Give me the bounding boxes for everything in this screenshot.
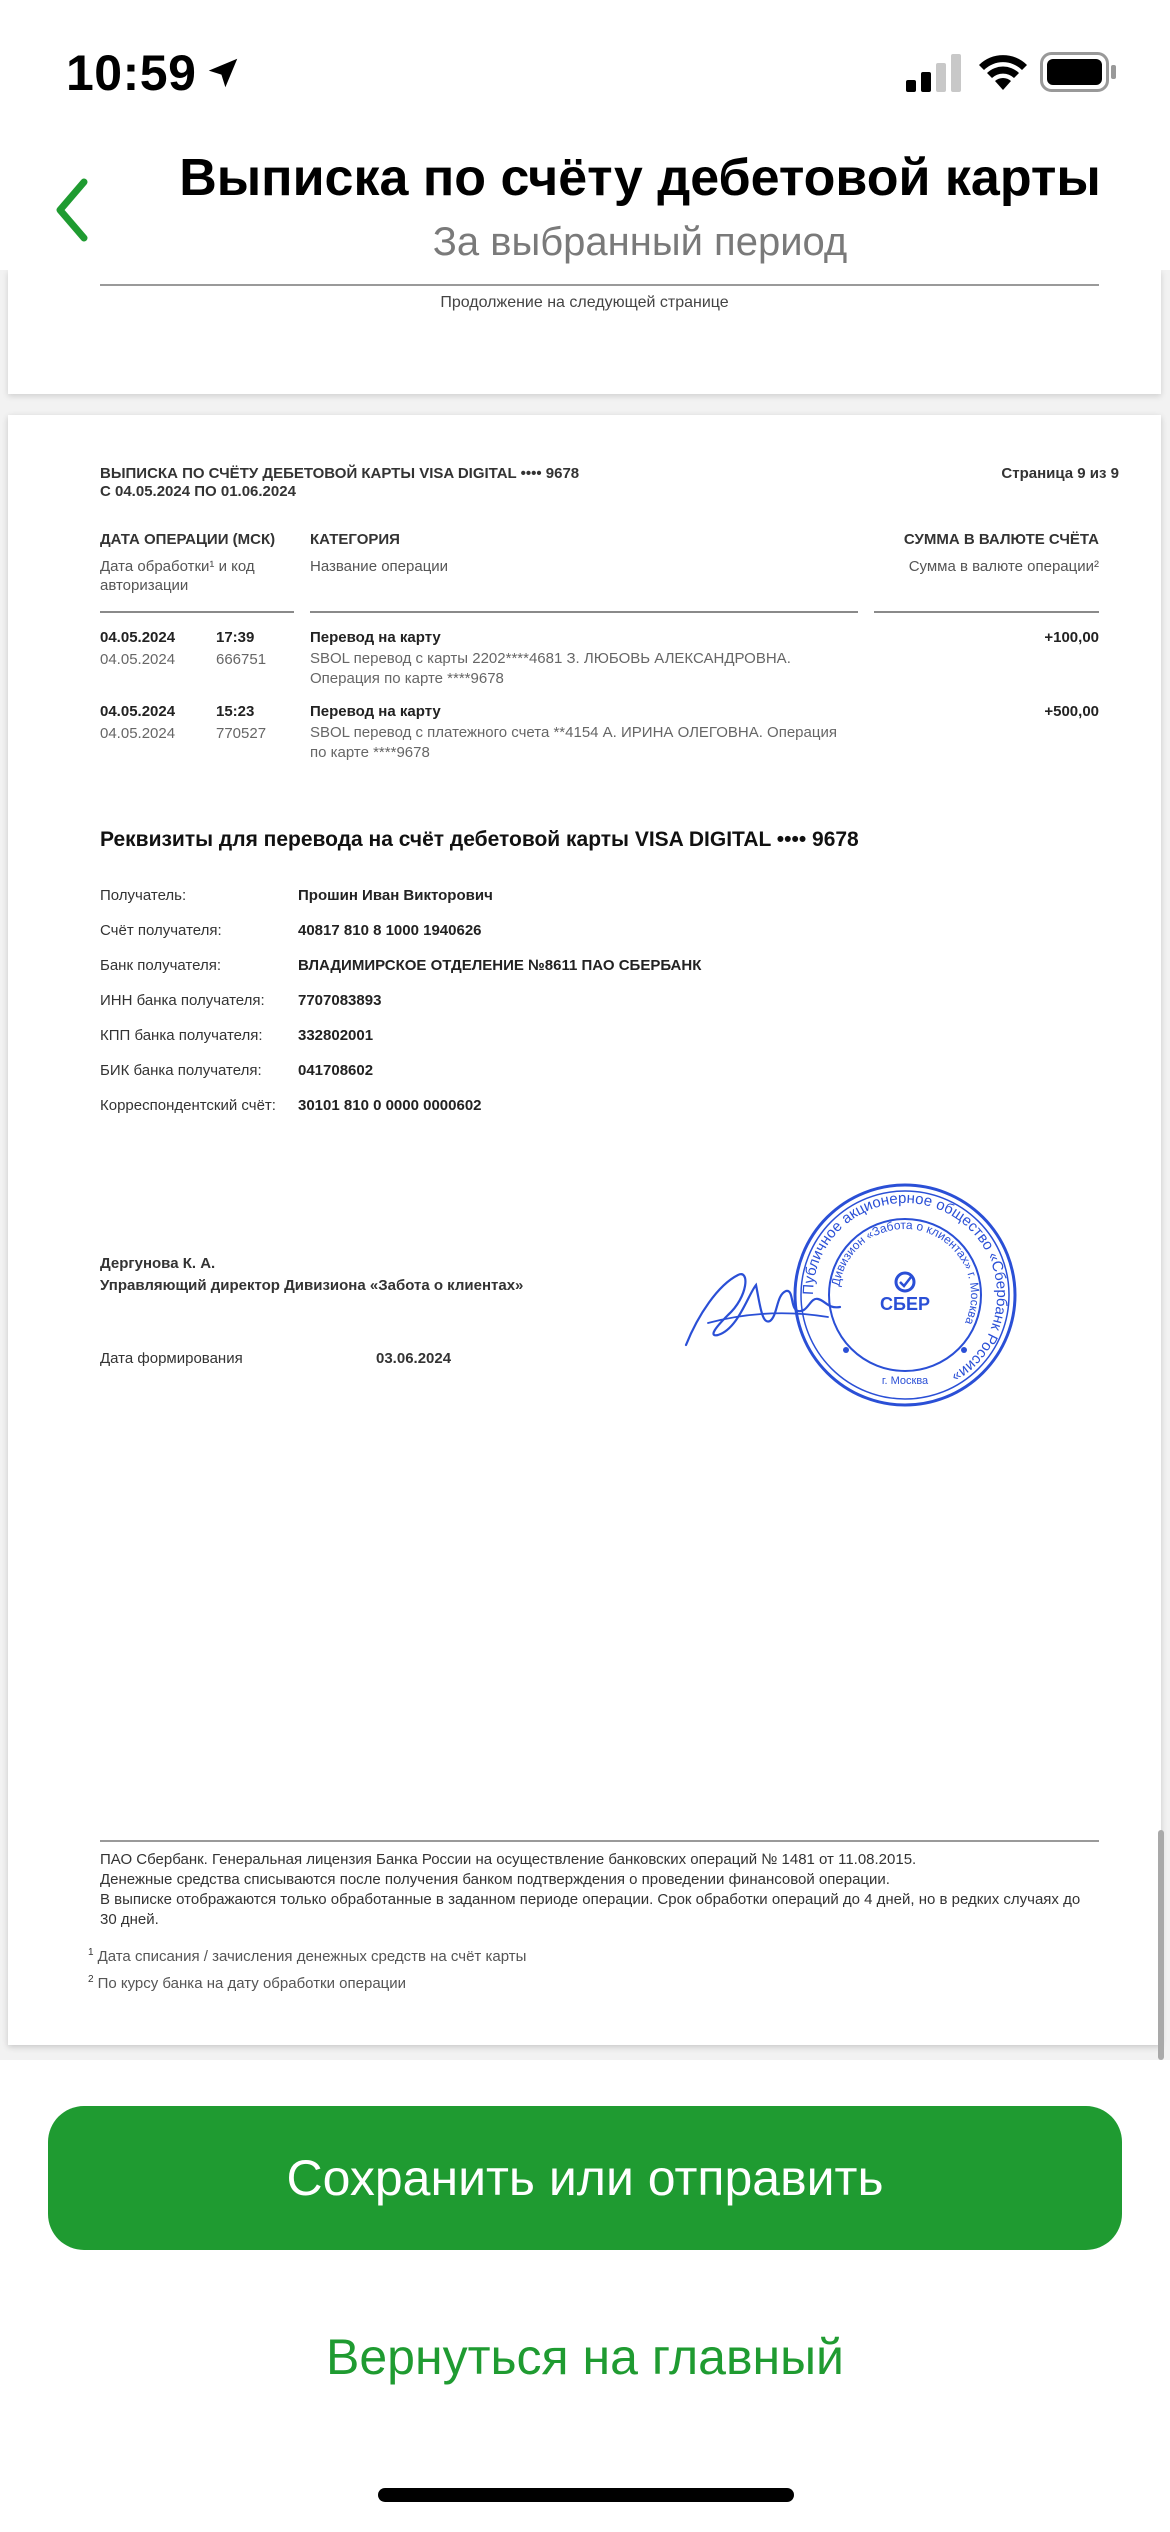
divider [100, 611, 294, 613]
back-to-home-button[interactable]: Вернуться на главный [48, 2290, 1122, 2424]
requisite-label: Получатель: [100, 887, 187, 904]
divider [100, 284, 1099, 286]
tx-auth-code: 666751 [216, 651, 267, 668]
col-sub-category: Название операции [310, 558, 449, 575]
signer-position: Управляющий директор Дивизиона «Забота о клиентах» [100, 1277, 524, 1294]
continuation-note: Продолжение на следующей странице [440, 294, 729, 311]
formation-date: 03.06.2024 [376, 1350, 452, 1367]
signature [678, 1245, 848, 1355]
statement-page [8, 415, 1161, 2045]
tx-date: 04.05.2024 [100, 629, 176, 646]
tx-processing-date: 04.05.2024 [100, 725, 176, 742]
col-header-date: ДАТА ОПЕРАЦИИ (МСК) [100, 531, 276, 548]
back-button[interactable] [42, 170, 102, 250]
save-or-send-button[interactable]: Сохранить или отправить [48, 2106, 1122, 2250]
col-header-amount: СУММА В ВАЛЮТЕ СЧЁТА [903, 531, 1099, 548]
tx-time: 17:39 [216, 629, 255, 646]
battery-icon [1040, 52, 1118, 92]
cellular-signal-icon [906, 54, 962, 92]
divider [100, 1840, 1099, 1842]
requisites-title: Реквизиты для перевода на счёт дебетовой карты VISA DIGITAL •••• 9678 [100, 828, 859, 851]
status-bar [0, 0, 1170, 140]
requisite-value: 7707083893 [298, 992, 382, 1009]
footer-license: ПАО Сбербанк. Генеральная лицензия Банка России на осуществление банковских операций № 1481 от 11.08.2015. [100, 1851, 917, 1868]
col-header-category: КАТЕГОРИЯ [310, 531, 400, 548]
requisite-value: 40817 810 8 1000 1940626 [298, 922, 482, 939]
requisite-label: Корреспондентский счёт: [100, 1097, 276, 1114]
statement-title: ВЫПИСКА ПО СЧЁТУ ДЕБЕТОВОЙ КАРТЫ VISA DIGITAL •••• 9678 [100, 465, 580, 482]
formation-date-label: Дата формирования [100, 1350, 243, 1367]
requisite-label: БИК банка получателя: [100, 1062, 262, 1079]
requisite-value: ВЛАДИМИРСКОЕ ОТДЕЛЕНИЕ №8611 ПАО СБЕРБАНК [298, 957, 702, 974]
scrollbar[interactable] [1158, 1830, 1164, 2060]
tx-category: Перевод на карту [310, 629, 441, 646]
statement-period: С 04.05.2024 ПО 01.06.2024 [100, 483, 296, 500]
stamp-city: г. Москва [881, 1375, 929, 1387]
requisite-label: КПП банка получателя: [100, 1027, 263, 1044]
requisite-value: 30101 810 0 0000 0000602 [298, 1097, 482, 1114]
requisite-value: Прошин Иван Викторович [298, 887, 493, 904]
chevron-left-icon [52, 178, 92, 242]
requisite-value: 332802001 [298, 1027, 374, 1044]
page-subtitle: За выбранный период [432, 220, 848, 264]
header [0, 140, 1170, 270]
divider [310, 611, 858, 613]
footnote: $^2$ По курсу банка на дату обработки операции [88, 1974, 407, 1992]
tx-time: 15:23 [216, 703, 255, 720]
home-indicator [378, 2488, 794, 2502]
page-number: Страница 9 из 9 [1001, 465, 1119, 482]
document-viewer[interactable] [0, 270, 1170, 2060]
footnote: $^1$ Дата списания / зачисления денежных средств на счёт карты [88, 1947, 527, 1965]
stamp-logo: СБЕР [880, 1294, 930, 1314]
col-sub-date: Дата обработки¹ и код авторизации [100, 558, 255, 594]
tx-description: SBOL перевод с карты 2202****4681 З. ЛЮБОВЬ АЛЕКСАНДРОВНА. Операция по карте ****9678 [310, 650, 791, 687]
svg-text:Дивизион «Забота о клиентах» г: Дивизион «Забота о клиентах» г. Москва [828, 1217, 983, 1327]
tx-description: SBOL перевод с платежного счета **4154 А. ИРИНА ОЛЕГОВНА. Операция по карте ****9678 [310, 724, 837, 761]
wifi-icon [976, 50, 1030, 92]
page-title: Выписка по счёту дебетовой карты [179, 149, 1101, 207]
requisite-value: 041708602 [298, 1062, 374, 1079]
requisite-label: ИНН банка получателя: [100, 992, 265, 1009]
tx-amount: +100,00 [1044, 629, 1099, 646]
location-arrow-icon [204, 54, 242, 92]
tx-auth-code: 770527 [216, 725, 267, 742]
svg-text:Публичное акционерное общество: Публичное акционерное общество «Сбербанк России» [799, 1189, 1011, 1386]
divider [874, 611, 1099, 613]
previous-page [8, 270, 1161, 394]
tx-processing-date: 04.05.2024 [100, 651, 176, 668]
footer-note: В выписке отображаются только обработанные в заданном периоде операции. Срок обработки операций до 4 дней, но в редких случаях до 30 дней. [100, 1891, 1081, 1928]
footer-note: Денежные средства списываются после получения банком подтверждения о проведении финансовой операции. [100, 1871, 890, 1888]
status-time: 10:59 [66, 45, 197, 101]
tx-amount: +500,00 [1044, 703, 1099, 720]
signer-name: Дергунова К. А. [100, 1255, 216, 1272]
tx-date: 04.05.2024 [100, 703, 176, 720]
col-sub-amount: Сумма в валюте операции² [908, 558, 1099, 575]
requisite-label: Счёт получателя: [100, 922, 222, 939]
requisite-label: Банк получателя: [100, 957, 222, 974]
tx-category: Перевод на карту [310, 703, 441, 720]
